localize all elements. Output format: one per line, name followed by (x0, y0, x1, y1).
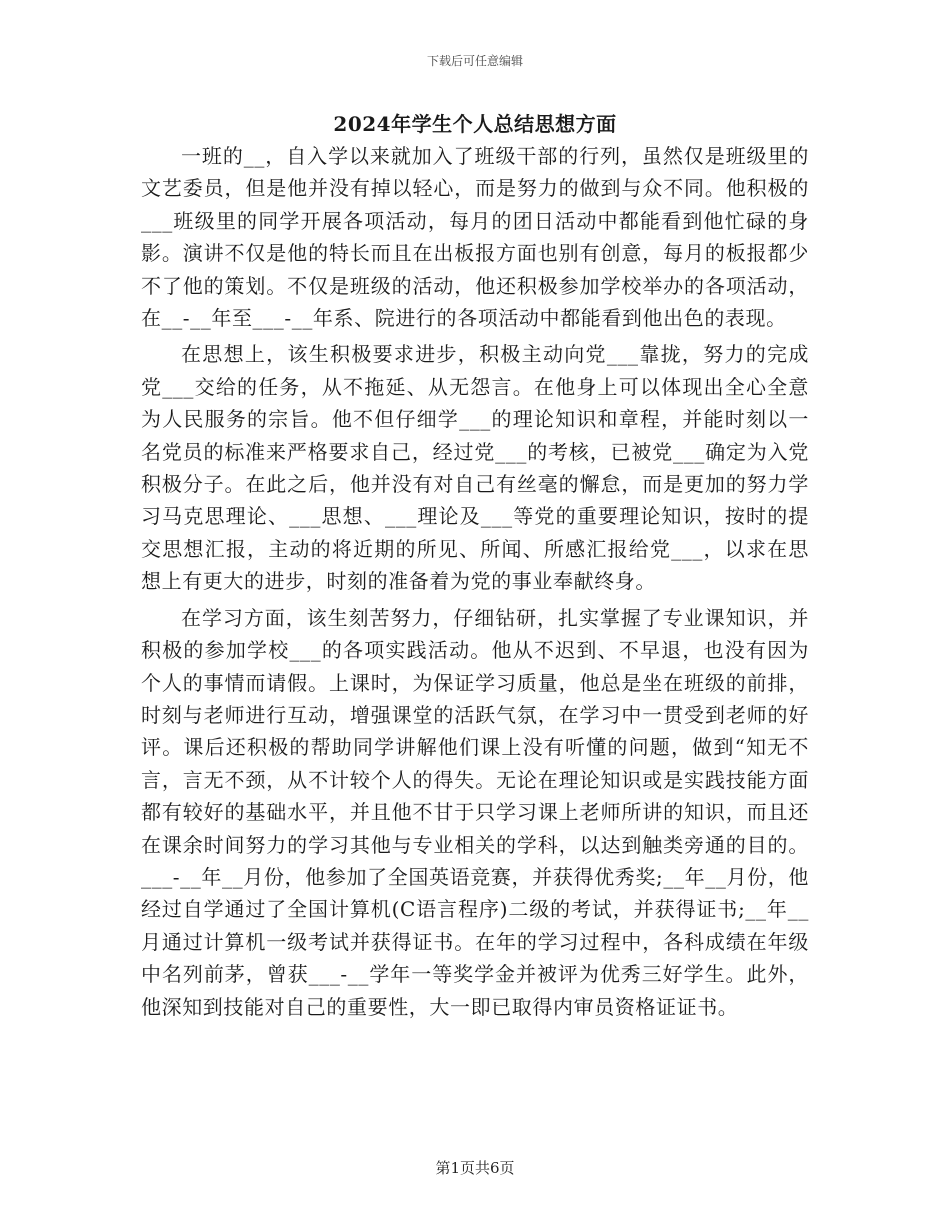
paragraph-class-activities: 一班的__，自入学以来就加入了班级干部的行列，虽然仅是班级里的文艺委员，但是他并没有掉以轻心，而是努力的做到与众不同。他积极的___班级里的同学开展各项活动，每月的团日活动中都能看到他忙碌的身影。演讲不仅是他的特长而且在出板报方面也别有创意，每月的板报都少不了他的策划。不仅是班级的活动，他还积极参加学校举办的各项活动，在__-__年至___-__年系、院进行的各项活动中都能看到他出色的表现。 (141, 144, 809, 331)
page-header: 下载后可任意编辑 (426, 54, 523, 68)
page-number: 第1页共6页 (435, 1159, 515, 1177)
document-title: 2024年学生个人总结思想方面 (333, 112, 617, 136)
paragraph-ideology: 在思想上，该生积极要求进步，积极主动向党___靠拢，努力的完成党___交给的任务，从不拖延、从无怨言。在他身上可以体现出全心全意为人民服务的宗旨。他不但仔细学___的理论知识和章程，并能时刻以一名党员的标准来严格要求自己，经过党___的考核，已被党___确定为入党积极分子。在此之后，他并没有对自己有丝毫的懈怠，而是更加的努力学习马克思理论、___思想、___理论及___等党的重要理论知识，按时的提交思想汇报，主动的将近期的所见、所闻、所感汇报给党___，以求在思想上有更大的进步，时刻的准备着为党的事业奉献终身。 (141, 342, 809, 594)
paragraph-study: 在学习方面，该生刻苦努力，仔细钻研，扎实掌握了专业课知识，并积极的参加学校___的各项实践活动。他从不迟到、不早退，也没有因为个人的事情而请假。上课时，为保证学习质量，他总是坐在班级的前排，时刻与老师进行互动，增强课堂的活跃气氛，在学习中一贯受到老师的好评。课后还积极的帮助同学讲解他们课上没有听懂的问题，做到“知无不言，言无不颈，从不计较个人的得失。无论在理论知识或是实践技能方面都有较好的基础水平，并且他不甘于只学习课上老师所讲的知识，而且还在课余时间努力的学习其他与专业相关的学科，以达到触类旁通的目的。___-__年__月份，他参加了全国英语竞赛，并获得优秀奖;__年__月份，他经过自学通过了全国计算机(C语言程序)二级的考试，并获得证书;__年__月通过计算机一级考试并获得证书。在年的学习过程中，各科成绩在年级中名列前茅，曾获___-__学年一等奖学金并被评为优秀三好学生。此外，他深知到技能对自己的重要性，大一即已取得内审员资格证证书。 (141, 605, 809, 1019)
document-body (141, 140, 809, 1027)
